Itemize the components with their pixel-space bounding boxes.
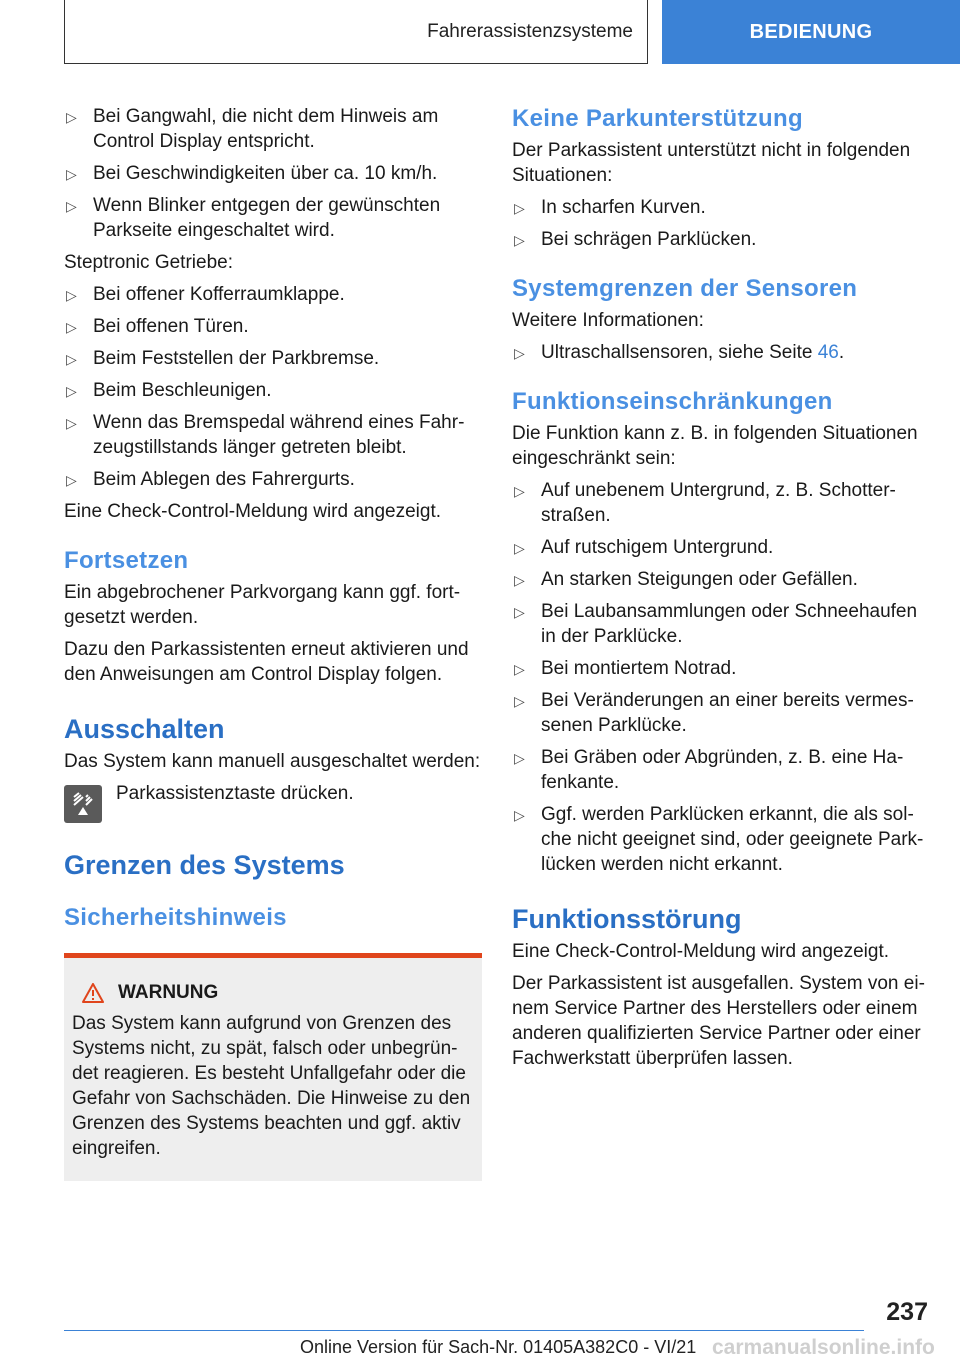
- heading-ausschalten: Ausschalten: [64, 714, 225, 744]
- triangle-bullet-icon: ▷: [66, 415, 77, 431]
- triangle-bullet-icon: ▷: [514, 661, 525, 677]
- fortsetzen-paragraph-2: Dazu den Parkassistenten erneut aktivieren und den Anweisungen am Control Display folgen.: [64, 639, 469, 685]
- park-assist-button-icon: [64, 785, 102, 823]
- list-item: ▷ Auf rutschigem Untergrund.: [512, 535, 928, 560]
- list-item: ▷ Bei offenen Türen.: [64, 314, 482, 339]
- left-column: [64, 104, 482, 1181]
- warning-triangle-icon: [82, 983, 104, 1003]
- heading-funktionseinschraenkungen: Funktionseinschränkungen: [512, 388, 833, 415]
- heading-fortsetzen: Fortsetzen: [64, 547, 189, 574]
- list-item: ▷ Bei schrägen Parklücken.: [512, 227, 928, 252]
- right-column: [512, 104, 928, 1078]
- list-item: ▷ Wenn das Bremspedal während eines Fahrzeugstillstands länger getreten bleibt.: [66, 412, 465, 458]
- header-chapter: [662, 0, 960, 64]
- triangle-bullet-icon: ▷: [66, 351, 77, 367]
- list-item: ▷ Beim Feststellen der Parkbremse.: [64, 346, 482, 371]
- triangle-bullet-icon: ▷: [514, 232, 525, 248]
- funk-bullet-list: [512, 478, 928, 877]
- list-item: ▷ Bei Geschwindigkeiten über ca. 10 km/h.: [64, 161, 482, 186]
- triangle-bullet-icon: ▷: [514, 807, 525, 823]
- list-item: ▷ Bei montiertem Notrad.: [512, 656, 928, 681]
- list-item: ▷ Bei Veränderungen an einer bereits vermessenen Parklücke.: [514, 690, 914, 736]
- heading-keine-parkunterstuetzung: Keine Parkunterstützung: [512, 105, 803, 132]
- triangle-bullet-icon: ▷: [66, 166, 77, 182]
- triangle-bullet-icon: ▷: [514, 750, 525, 766]
- heading-sicherheitshinweis: Sicherheitshinweis: [64, 904, 287, 931]
- list-item: ▷ Bei offener Kofferraumklappe.: [64, 282, 482, 307]
- steptronic-label: Steptronic Getriebe:: [64, 252, 233, 273]
- header-section: [64, 0, 648, 64]
- warning-header: [82, 980, 472, 1005]
- bullet-list-a: [64, 104, 482, 243]
- list-item: ▷ Ggf. werden Parklücken erkannt, die als solche nicht geeignet sind, oder geeignete Parklücken werden nicht erkannt.: [514, 804, 924, 875]
- list-item: ▷ Ultraschallsensoren, siehe Seite 46.: [512, 340, 928, 365]
- warning-text: Das System kann aufgrund von Grenzen des Systems nicht, zu spät, falsch oder unbegründet reagieren. Es besteht Unfallgefahr oder die Gefahr von Sachschäden. Die Hinweise zu den Grenzen des Systems beachten und ggf. aktiv eingreifen.: [72, 1013, 471, 1159]
- triangle-bullet-icon: ▷: [514, 604, 525, 620]
- keine-bullet-list: [512, 195, 928, 252]
- list-item: ▷ Beim Beschleunigen.: [64, 378, 482, 403]
- park-assist-instruction: Parkassistenztaste drücken.: [116, 783, 354, 804]
- bullet-list-b: [64, 282, 482, 492]
- list-item: ▷ Auf unebenem Untergrund, z. B. Schotterstraßen.: [514, 480, 896, 526]
- keine-paragraph: Der Parkassistent unterstützt nicht in folgenden Situationen:: [512, 140, 911, 186]
- triangle-bullet-icon: ▷: [514, 200, 525, 216]
- triangle-bullet-icon: ▷: [514, 345, 525, 361]
- stoerung-paragraph-2: Der Parkassistent ist ausgefallen. System von einem Service Partner des Herstellers oder einem anderen qualifizierten Service Partner oder einer Fachwerkstatt überprüfen lassen.: [512, 973, 925, 1069]
- heading-systemgrenzen-sensoren: Systemgrenzen der Sensoren: [512, 275, 858, 302]
- header-chapter-title: BEDIENUNG: [749, 20, 873, 43]
- ausschalten-paragraph: Das System kann manuell ausgeschaltet werden:: [64, 751, 481, 772]
- header-section-title: Fahrerassistenzsysteme: [427, 20, 633, 42]
- warning-label: WARNUNG: [118, 982, 219, 1003]
- triangle-bullet-icon: ▷: [514, 540, 525, 556]
- list-item: ▷ Bei Laubansammlungen oder Schneehaufen in der Parklücke.: [514, 601, 918, 647]
- sensoren-bullet-list: [512, 340, 928, 365]
- footer-divider: [64, 1330, 864, 1331]
- triangle-bullet-icon: ▷: [66, 287, 77, 303]
- stoerung-paragraph-1: Eine Check-Control-Meldung wird angezeigt.: [512, 941, 890, 962]
- footer-online-version: Online Version für Sach-Nr. 01405A382C0 - VI/21: [300, 1337, 697, 1357]
- triangle-bullet-icon: ▷: [66, 109, 77, 125]
- page-link-46[interactable]: 46: [817, 342, 839, 363]
- park-assist-button-row: [64, 781, 482, 823]
- warning-box: [64, 953, 482, 1181]
- funk-paragraph: Die Funktion kann z. B. in folgenden Situationen eingeschränkt sein:: [512, 423, 918, 469]
- triangle-bullet-icon: ▷: [66, 383, 77, 399]
- list-item: ▷ Wenn Blinker entgegen der gewünschten Parkseite eingeschaltet wird.: [66, 195, 441, 241]
- list-item: ▷ Beim Ablegen des Fahrergurts.: [64, 467, 482, 492]
- list-item: ▷ An starken Steigungen oder Gefällen.: [512, 567, 928, 592]
- fortsetzen-paragraph-1: Ein abgebrochener Parkvorgang kann ggf. fortgesetzt werden.: [64, 582, 461, 628]
- triangle-bullet-icon: ▷: [66, 472, 77, 488]
- sensoren-paragraph: Weitere Informationen:: [512, 310, 704, 331]
- triangle-bullet-icon: ▷: [514, 572, 525, 588]
- list-item: ▷ In scharfen Kurven.: [512, 195, 928, 220]
- triangle-bullet-icon: ▷: [66, 319, 77, 335]
- heading-grenzen: Grenzen des Systems: [64, 850, 345, 880]
- triangle-bullet-icon: ▷: [514, 693, 525, 709]
- triangle-bullet-icon: ▷: [514, 483, 525, 499]
- heading-funktionsstoerung: Funktionsstörung: [512, 904, 742, 934]
- list-item: ▷ Bei Gräben oder Abgründen, z. B. eine Hafenkante.: [514, 747, 904, 793]
- check-control-message: Eine Check-Control-Meldung wird angezeigt.: [64, 501, 442, 522]
- page-number: 237: [886, 1298, 928, 1326]
- list-item: ▷ Bei Gangwahl, die nicht dem Hinweis am Control Display entspricht.: [66, 106, 439, 152]
- triangle-bullet-icon: ▷: [66, 198, 77, 214]
- watermark: carmanualsonline.info: [712, 1336, 935, 1359]
